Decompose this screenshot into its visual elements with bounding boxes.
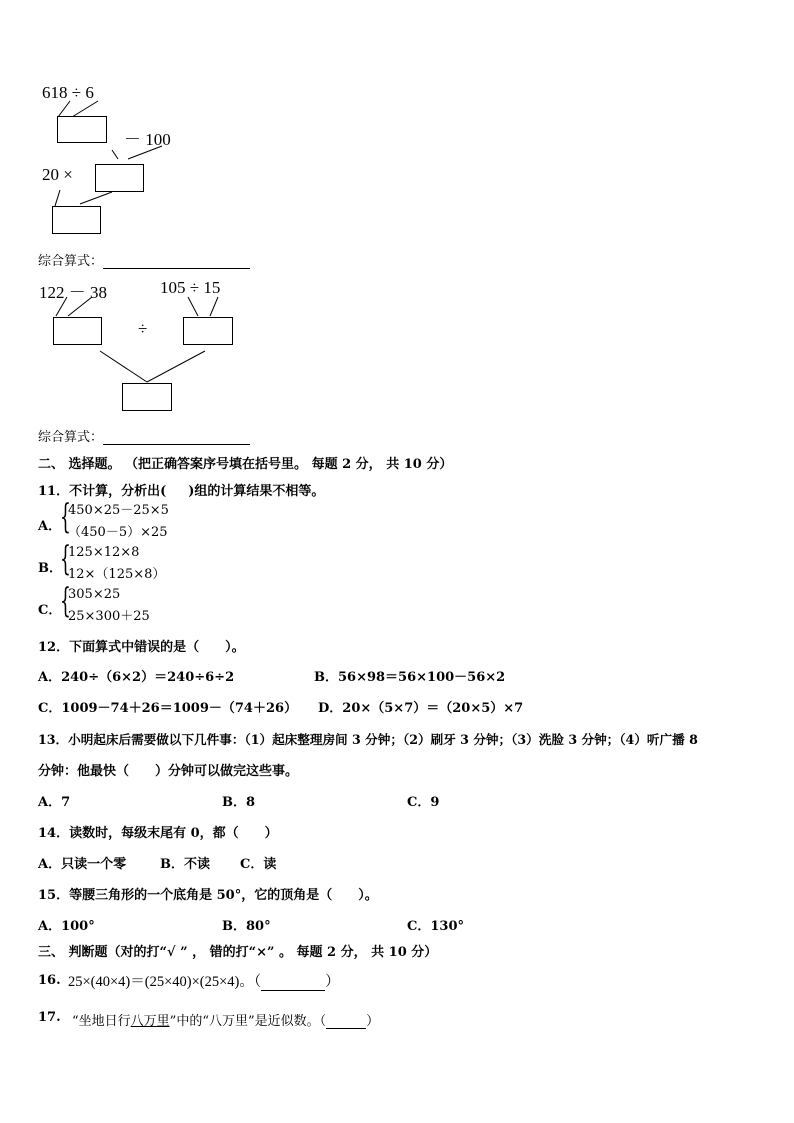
combined-formula-line-1 — [38, 250, 250, 269]
q11-stem-pre: 11．不计算，分析出( — [38, 484, 167, 499]
diagram1-expression-20-times: 20 × — [42, 165, 73, 184]
q14-option-b[interactable]: B．不读 — [160, 857, 210, 872]
q14-stem: 14．读数时，每级末尾有 0，都（ ） — [38, 826, 278, 841]
diagram2-expression-105-div-15: 105 ÷ 15 — [160, 278, 221, 297]
q11-option-b-expressions — [68, 542, 165, 586]
q11-option-b-label[interactable]: B． — [38, 561, 62, 576]
q12-option-d[interactable]: D．20×（5×7）＝（20×5）×7 — [318, 701, 524, 716]
answer-box[interactable] — [183, 317, 233, 345]
q12-option-c[interactable]: C．1009－74＋26＝1009－（74＋26） — [38, 701, 298, 716]
q11-option-b-line-2: 12×（125×8） — [68, 567, 166, 582]
q16-answer-blank[interactable] — [261, 976, 325, 991]
brace-icon: { — [60, 581, 71, 621]
q17-number: 17. — [38, 1010, 61, 1025]
q11-option-c-line-2: 25×300＋25 — [68, 609, 150, 624]
q15-option-c[interactable]: C．130° — [407, 919, 464, 934]
brace-icon: { — [60, 539, 71, 579]
combined-formula-label: 综合算式： — [38, 254, 104, 269]
q11-stem-post: )组的计算结果不相等。 — [188, 484, 325, 499]
q11-option-c-expressions — [68, 584, 150, 628]
q11-option-a-line-1: 450×25－25×5 — [68, 503, 169, 518]
q11-option-c-line-1: 305×25 — [68, 587, 121, 602]
answer-box[interactable] — [52, 206, 101, 234]
q12-option-a[interactable]: A．240÷（6×2）＝240÷6÷2 — [38, 670, 235, 685]
q11-option-a-expressions — [68, 500, 169, 544]
q17-answer-blank[interactable] — [326, 1014, 366, 1029]
q11-option-a-line-2: （450－5）×25 — [68, 525, 168, 540]
combined-formula-blank[interactable] — [103, 254, 250, 269]
q16-tail-open: 。（ — [239, 974, 262, 990]
q13-option-b[interactable]: B．8 — [222, 795, 256, 810]
answer-box[interactable] — [57, 116, 107, 143]
combined-formula-label: 综合算式： — [38, 430, 104, 445]
q15-stem: 15．等腰三角形的一个底角是 50°，它的顶角是（ ）。 — [38, 888, 378, 903]
q15-option-b[interactable]: B．80° — [222, 919, 271, 934]
answer-box[interactable] — [53, 317, 102, 345]
q16-statement — [68, 970, 340, 991]
combined-formula-blank[interactable] — [103, 430, 250, 445]
q17-underlined-phrase: 八万里 — [130, 1014, 170, 1029]
q16-tail-close: ） — [325, 974, 340, 990]
q14-option-c[interactable]: C．读 — [240, 857, 277, 872]
q11-stem — [38, 480, 324, 499]
diagram1-expression-minus-100: － 100 — [124, 130, 171, 149]
q17-text-post: ”中的“八万里”是近似数。（ — [169, 1014, 327, 1029]
q17-text-pre: “坐地日行 — [72, 1014, 131, 1029]
q16-formula: 25×(40×4)＝(25×40)×(25×4) — [68, 974, 240, 990]
diagram2-division-sign: ÷ — [138, 319, 148, 338]
diagram2-expression-122-minus-38: 122 － 38 — [39, 283, 107, 302]
answer-box[interactable] — [122, 383, 172, 411]
q14-option-a[interactable]: A．只读一个零 — [38, 857, 127, 872]
q13-option-a[interactable]: A．7 — [38, 795, 71, 810]
diagram1-expression-618-div-6: 618 ÷ 6 — [42, 83, 94, 102]
q17-close: ） — [366, 1014, 380, 1029]
q12-stem: 12．下面算式中错误的是（ ）。 — [38, 640, 245, 655]
q13-stem-line-2: 分钟：他最快（ ）分钟可以做完这些事。 — [38, 764, 299, 779]
section-3-heading: 三、 判断题（对的打“√ ” ， 错的打“×” 。 每题 2 分， 共 10 分） — [38, 945, 438, 960]
q13-stem-line-1: 13．小明起床后需要做以下几件事：（1）起床整理房间 3 分钟；（2）刷牙 3 分钟；（3）洗脸 3 分钟；（4）听广播 8 — [38, 732, 698, 747]
q13-option-c[interactable]: C．9 — [407, 795, 440, 810]
q12-option-b[interactable]: B．56×98＝56×100－56×2 — [314, 670, 506, 685]
q11-option-c-label[interactable]: C． — [38, 603, 62, 618]
q16-number: 16. — [38, 973, 61, 988]
section-2-heading: 二、 选择题。 （把正确答案序号填在括号里。 每题 2 分， 共 10 分） — [38, 457, 453, 472]
brace-icon: { — [60, 497, 71, 537]
q11-option-b-line-1: 125×12×8 — [68, 545, 140, 560]
q11-option-a-label[interactable]: A． — [38, 519, 62, 534]
answer-box[interactable] — [95, 164, 144, 192]
combined-formula-line-2 — [38, 426, 250, 445]
q17-statement — [72, 1010, 379, 1029]
q15-option-a[interactable]: A．100° — [38, 919, 95, 934]
